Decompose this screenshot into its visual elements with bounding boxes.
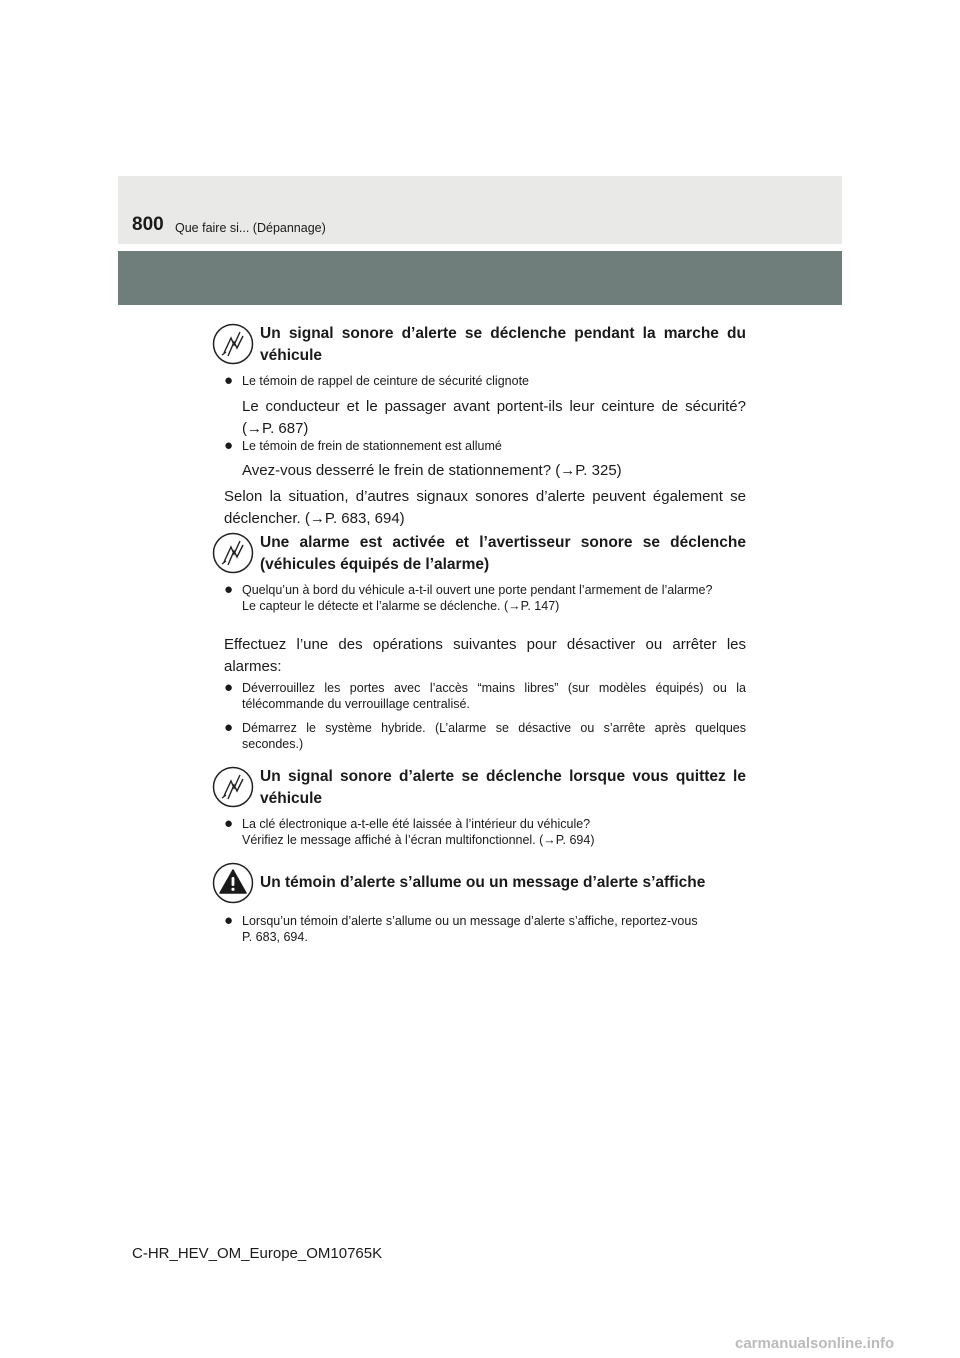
list-item bbox=[224, 720, 746, 752]
bullet-icon: ● bbox=[224, 372, 234, 389]
answer-text: Avez-vous desserré le frein de stationnement? (→P. 325) bbox=[242, 462, 622, 479]
bullet-text: Le témoin de frein de stationnement est allumé bbox=[242, 439, 502, 453]
bullet-text: Vérifiez le message affiché à l’écran multifonctionnel. (→P. 694) bbox=[242, 833, 595, 847]
list-item bbox=[224, 373, 746, 389]
body-text: Effectuez l’une des opérations suivantes pour désactiver ou arrêter les alarmes: bbox=[224, 636, 746, 675]
bullet-text: Le témoin de rappel de ceinture de sécurité clignote bbox=[242, 374, 529, 388]
list-item bbox=[224, 913, 746, 945]
bullet-text: Quelqu’un à bord du véhicule a-t-il ouvert une porte pendant l’armement de l’alarme? bbox=[242, 583, 713, 597]
bullet-text: La clé électronique a-t-elle été laissée à l’intérieur du véhicule? bbox=[242, 817, 591, 831]
alarm-icon bbox=[212, 323, 254, 365]
bullet-icon: ● bbox=[224, 912, 234, 929]
list-item bbox=[224, 816, 746, 848]
alarm-icon bbox=[212, 532, 254, 574]
bullet-icon: ● bbox=[224, 815, 234, 832]
bullet-icon: ● bbox=[224, 719, 234, 736]
list-item bbox=[224, 582, 746, 614]
section-title: Un signal sonore d’alerte se déclenche pendant la marche du véhicule bbox=[260, 325, 746, 364]
chapter-title: Que faire si... (Dépannage) bbox=[175, 221, 326, 235]
warning-triangle-icon bbox=[212, 862, 254, 904]
section-heading bbox=[212, 862, 746, 894]
bullet-text: Déverrouillez les portes avec l’accès “mains libres” (sur modèles équipés) ou la télécommande du verrouillage centralisé. bbox=[242, 681, 746, 711]
section-heading bbox=[212, 323, 746, 367]
list-item bbox=[224, 680, 746, 712]
bullet-icon: ● bbox=[224, 437, 234, 454]
section-title: Un signal sonore d’alerte se déclenche lorsque vous quittez le véhicule bbox=[260, 768, 746, 807]
bullet-text: P. 683, 694. bbox=[242, 930, 308, 944]
watermark: carmanualsonline.info bbox=[735, 1335, 895, 1352]
section-heading bbox=[212, 766, 746, 810]
alarm-icon bbox=[212, 766, 254, 808]
bullet-text: Lorsqu’un témoin d’alerte s’allume ou un message d’alerte s’affiche, reportez-vous bbox=[242, 914, 698, 928]
section-title: Un témoin d’alerte s’allume ou un message d’alerte s’affiche bbox=[260, 874, 706, 891]
page-number: 800 bbox=[132, 214, 164, 235]
section-heading bbox=[212, 532, 746, 576]
body-text: Selon la situation, d’autres signaux sonores d’alerte peuvent également se déclencher. (→P. 683, 694) bbox=[224, 488, 746, 527]
list-item bbox=[224, 438, 746, 454]
manual-code: C-HR_HEV_OM_Europe_OM10765K bbox=[132, 1245, 383, 1262]
bullet-text: Le capteur le détecte et l’alarme se déclenche. (→P. 147) bbox=[242, 599, 560, 613]
bullet-icon: ● bbox=[224, 679, 234, 696]
bullet-icon: ● bbox=[224, 581, 234, 598]
bullet-text: Démarrez le système hybride. (L’alarme se désactive ou s’arrête après quelques secondes.) bbox=[242, 721, 746, 751]
answer-text: Le conducteur et le passager avant portent-ils leur ceinture de sécurité? (→P. 687) bbox=[242, 398, 746, 437]
section-title: Une alarme est activée et l’avertisseur sonore se déclenche (véhicules équipés de l’alarme) bbox=[260, 534, 746, 573]
